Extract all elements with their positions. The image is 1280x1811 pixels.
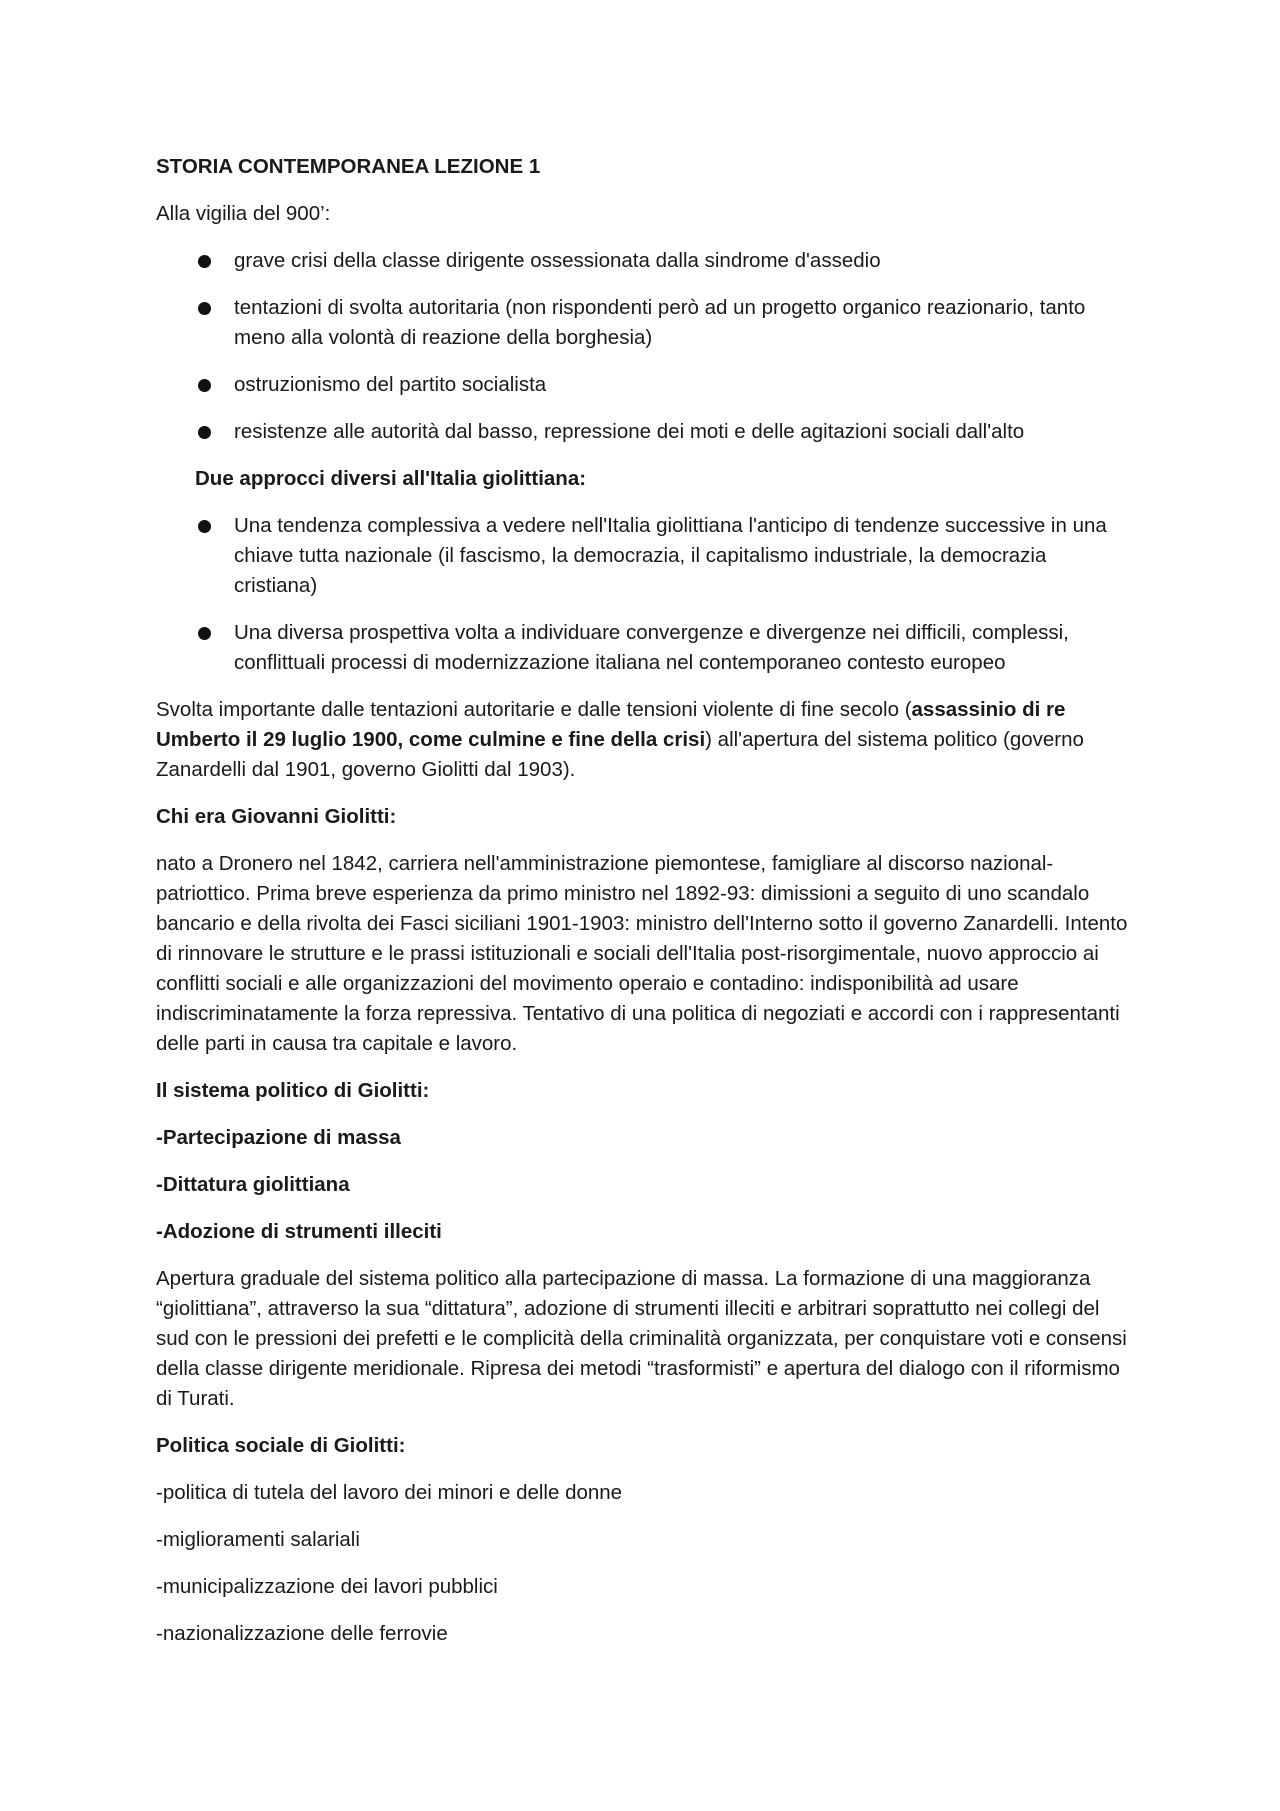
sistema-item: -Dittatura giolittiana — [156, 1173, 350, 1196]
list-item: resistenze alle autorità dal basso, repressione dei moti e delle agitazioni sociali dall'alto — [156, 417, 1128, 447]
apertura-paragraph: Apertura graduale del sistema politico alla partecipazione di massa. La formazione di una maggioranza “giolittiana”, attraverso la sua “dittatura”, adozione di strumenti illeciti e arbitrari soprattutto nei collegi del sud con le pressioni dei prefetti e le complicità della criminalità organizzata, per conquistare voti e consensi della classe dirigente meridionale. Ripresa dei metodi “trasformisti” e apertura del dialogo con il riformismo di Turati. — [156, 1267, 1127, 1410]
approcci-bullet-list — [156, 511, 1128, 678]
chi-paragraph: nato a Dronero nel 1842, carriera nell'amministrazione piemontese, famigliare al discorso nazional-patriottico. Prima breve esperienza da primo ministro nel 1892-93: dimissioni a seguito di uno scandalo bancario e della rivolta dei Fasci siciliani 1901-1903: ministro dell'Interno sotto il governo Zanardelli. Intento di rinnovare le strutture e le prassi istituzionali e sociali dell'Italia post-risorgimentale, nuovo approccio ai conflitti sociali e alle organizzazioni del movimento operaio e contadino: indisponibilità ad usare indiscriminatamente la forza repressiva. Tentativo di una politica di negoziati e accordi con i rappresentanti delle parti in causa tra capitale e lavoro. — [156, 852, 1128, 1055]
bullet-icon — [198, 520, 211, 533]
politica-item: -miglioramenti salariali — [156, 1528, 360, 1551]
bullet-icon — [198, 379, 211, 392]
bullet-icon — [198, 426, 211, 439]
list-item: Una tendenza complessiva a vedere nell'Italia giolittiana l'anticipo di tendenze successive in una chiave tutta nazionale (il fascismo, la democrazia, il capitalismo industriale, la democrazia cristiana) — [156, 511, 1128, 601]
sistema-item: -Adozione di strumenti illeciti — [156, 1220, 442, 1243]
intro-text: Alla vigilia del 900’: — [156, 202, 331, 225]
chi-heading: Chi era Giovanni Giolitti: — [156, 805, 397, 828]
list-item: grave crisi della classe dirigente ossessionata dalla sindrome d'assedio — [156, 246, 1128, 276]
bullet-icon — [198, 302, 211, 315]
approcci-heading: Due approcci diversi all'Italia giolittiana: — [195, 467, 587, 490]
politica-item: -politica di tutela del lavoro dei minori e delle donne — [156, 1481, 623, 1504]
list-item: ostruzionismo del partito socialista — [156, 370, 1128, 400]
document-title: STORIA CONTEMPORANEA LEZIONE 1 — [156, 155, 541, 178]
list-item: tentazioni di svolta autoritaria (non rispondenti però ad un progetto organico reazionario, tanto meno alla volontà di reazione della borghesia) — [156, 293, 1128, 353]
sistema-heading: Il sistema politico di Giolitti: — [156, 1079, 430, 1102]
bullet-icon — [198, 627, 211, 640]
bullet-icon — [198, 255, 211, 268]
politica-heading: Politica sociale di Giolitti: — [156, 1434, 406, 1457]
list-item: Una diversa prospettiva volta a individuare convergenze e divergenze nei difficili, complessi, conflittuali processi di modernizzazione italiana nel contemporaneo contesto europeo — [156, 618, 1128, 678]
document-page — [156, 152, 1128, 1666]
sistema-item: -Partecipazione di massa — [156, 1126, 401, 1149]
svolta-paragraph: Svolta importante dalle tentazioni autoritarie e dalle tensioni violente di fine secolo (assassinio di re Umberto il 29 luglio 1900, come culmine e fine della crisi) all'apertura del sistema politico (governo Zanardelli dal 1901, governo Giolitti dal 1903). — [156, 698, 1084, 781]
svolta-bold-text: assassinio di re Umberto il 29 luglio 1900, come culmine e fine della crisi — [156, 698, 1066, 751]
politica-item: -nazionalizzazione delle ferrovie — [156, 1622, 448, 1645]
politica-item: -municipalizzazione dei lavori pubblici — [156, 1575, 498, 1598]
intro-bullet-list — [156, 246, 1128, 447]
